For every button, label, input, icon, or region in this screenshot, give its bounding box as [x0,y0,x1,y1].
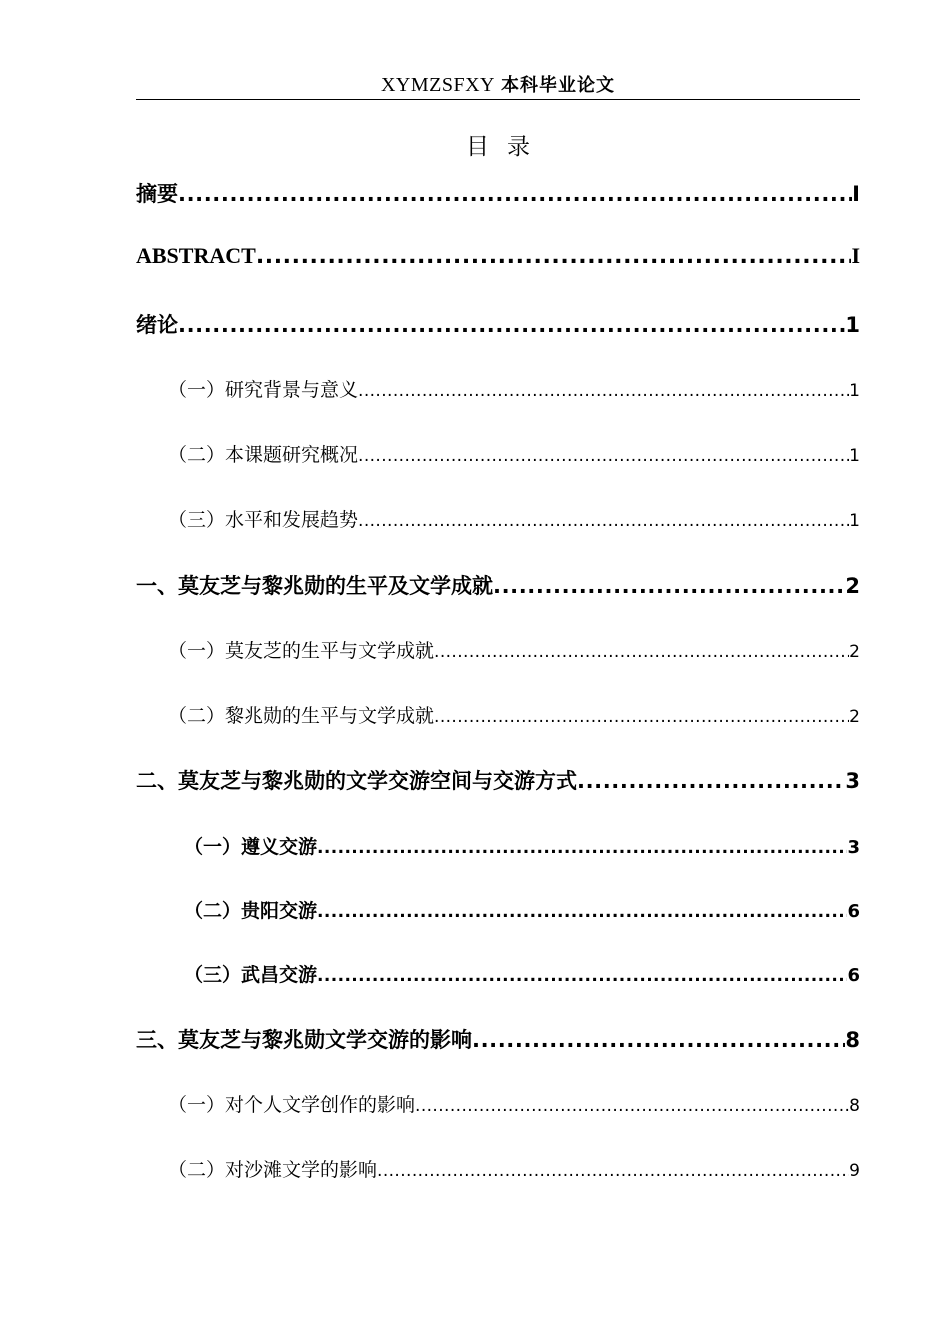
toc-entry-page: 6 [847,965,860,986]
toc-leader-dots [358,381,849,401]
toc-leader-dots [256,244,852,269]
toc-entry-text: （一）莫友芝的生平与文学成就 [168,640,435,662]
toc-entry-text: （二）对沙滩文学的影响 [168,1159,378,1181]
toc-leader-dots [317,902,847,922]
toc-entry-page: 1 [849,381,860,401]
toc-entry-chapter-2-3[interactable] [184,960,860,987]
toc-entry-text: ABSTRACT [136,243,256,268]
toc-entry-text: 三、莫友芝与黎兆勋文学交游的影响 [136,1028,472,1052]
toc-entry-page: 2 [845,574,860,598]
toc-entry-page: 2 [849,707,860,727]
toc-entry-text: （一）对个人文学创作的影响 [168,1094,416,1116]
toc-entry-page: 3 [847,837,860,858]
toc-entry-text: （一）研究背景与意义 [168,379,359,401]
toc-entry-text: （二）贵阳交游 [184,900,318,922]
toc-entry-chapter-2-2[interactable] [184,896,860,923]
toc-leader-dots [434,707,849,727]
toc-entry-text: 绪论 [136,313,178,337]
toc-entry-page: 8 [845,1028,860,1052]
toc-entry-page: 1 [845,313,860,337]
toc-title: 目录 [466,134,548,160]
toc-entry-page: 2 [849,642,860,662]
toc-entry-introduction[interactable] [136,309,860,339]
toc-entry-chapter-3-2[interactable] [168,1155,860,1182]
toc-entry-text: 一、莫友芝与黎兆勋的生平及文学成就 [136,574,493,598]
toc-entry-intro-2[interactable] [168,440,860,467]
toc-entry-page: 6 [847,901,860,922]
toc-entry-text: （二）本课题研究概况 [168,444,359,466]
toc-leader-dots [415,1096,849,1116]
toc-entry-chapter-1-2[interactable] [168,701,860,728]
toc-entry-abstract-cn[interactable] [136,178,860,208]
toc-entry-chapter-1[interactable] [136,570,860,600]
toc-entry-page: 8 [849,1096,860,1116]
toc-leader-dots [472,1028,845,1052]
header-code: XYMZSFXY [380,74,495,96]
toc-leader-dots [178,182,852,206]
toc-leader-dots [178,313,845,337]
header-label: 本科毕业论文 [501,75,616,96]
toc-leader-dots [577,769,845,793]
toc-entry-chapter-2-1[interactable] [184,832,860,859]
toc-leader-dots [434,642,849,662]
toc-entry-abstract-en[interactable] [136,243,860,269]
toc-entry-text: （三）水平和发展趋势 [168,509,359,531]
toc-entry-page: 3 [845,769,860,793]
toc-leader-dots [317,966,847,986]
toc-entry-text: （三）武昌交游 [184,964,318,986]
toc-entry-page: I [852,182,860,206]
toc-entry-text: 摘要 [136,182,178,206]
page-header [136,74,860,100]
toc-entry-intro-3[interactable] [168,505,860,532]
toc-entry-page: 1 [849,511,860,531]
toc-entry-text: 二、莫友芝与黎兆勋的文学交游空间与交游方式 [136,769,577,793]
toc-leader-dots [358,446,849,466]
toc-entry-chapter-3-1[interactable] [168,1090,860,1117]
toc-leader-dots [493,574,845,598]
toc-entry-intro-1[interactable] [168,375,860,402]
toc-entry-text: （二）黎兆勋的生平与文学成就 [168,705,435,727]
toc-entry-chapter-2[interactable] [136,765,860,795]
toc-leader-dots [317,838,847,858]
toc-entry-chapter-1-1[interactable] [168,636,860,663]
toc-entry-page: 1 [849,446,860,466]
toc-entry-page: 9 [849,1161,860,1181]
toc-entry-chapter-3[interactable] [136,1024,860,1054]
toc-leader-dots [358,511,849,531]
toc-leader-dots [377,1161,849,1181]
toc-entry-text: （一）遵义交游 [184,836,318,858]
toc-entry-page: I [851,243,860,268]
